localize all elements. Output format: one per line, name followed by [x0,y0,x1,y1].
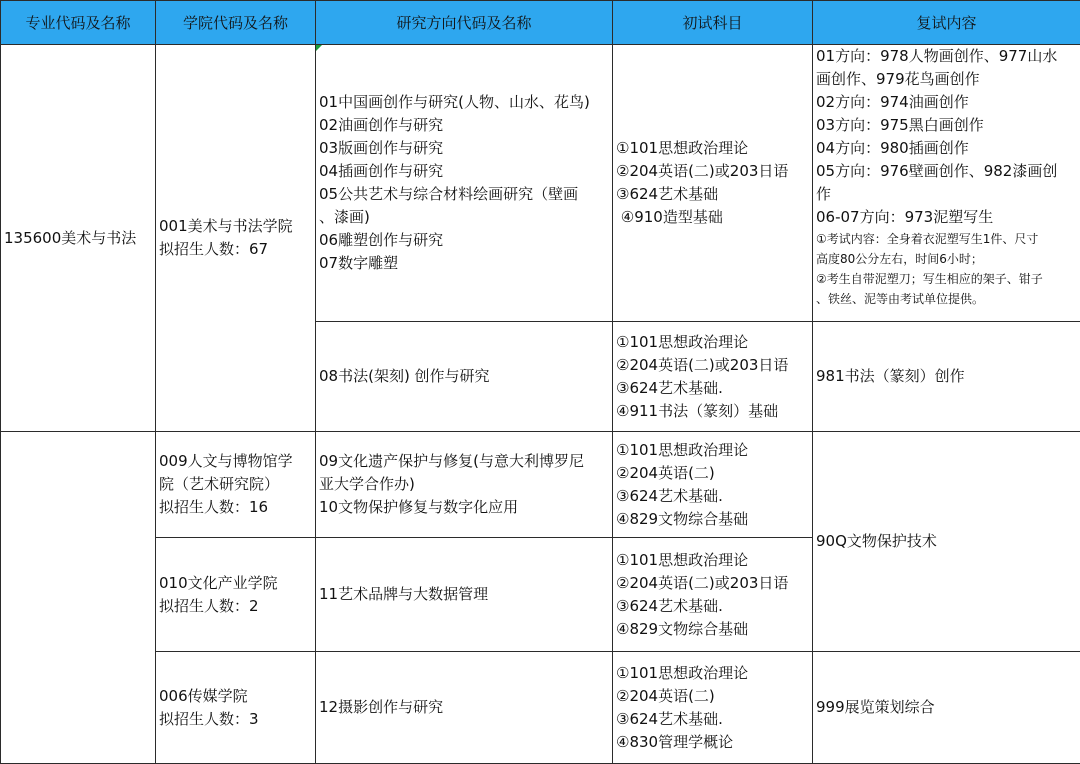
exam-item: ②204英语(二)或203日语 [616,354,809,377]
college-cell [156,45,316,432]
retest-item: 999展览策划综合 [816,696,1077,719]
direction-item: 05公共艺术与综合材料绘画研究（壁画 [319,183,609,206]
direction-item: 11艺术品牌与大数据管理 [319,583,609,606]
exam-item: ④830管理学概论 [616,731,809,754]
retest-item: 作 [816,183,1077,206]
college-name: 009人文与博物馆学 [159,450,312,473]
retest-item: 06-07方向：973泥塑写生 [816,206,1077,229]
major-name: 135600美术与书法 [4,227,152,250]
major-cell [1,45,156,432]
retest-note: ①考试内容：全身着衣泥塑写生1件、尺寸 [816,229,1077,249]
retest-item: 01方向：978人物画创作、977山水 [816,45,1077,68]
retest-note: 、铁丝、泥等由考试单位提供。 [816,289,1077,309]
header-direction: 研究方向代码及名称 [316,1,613,45]
college-cell [156,538,316,652]
header-retest: 复试内容 [813,1,1080,45]
direction-item: 03版画创作与研究 [319,137,609,160]
retest-item: 02方向：974油画创作 [816,91,1077,114]
direction-item: 06雕塑创作与研究 [319,229,609,252]
exam-item: ①101思想政治理论 [616,439,809,462]
exam-item: ②204英语(二) [616,462,809,485]
exam-item: ③624艺术基础. [616,595,809,618]
direction-cell [316,45,613,322]
exam-item: ③624艺术基础. [616,485,809,508]
direction-item: 亚大学合作办) [319,473,609,496]
retest-item: 04方向：980插画创作 [816,137,1077,160]
college-cell [156,652,316,764]
table-row [1,45,1080,322]
retest-note: 高度80公分左右，时间6小时； [816,249,1077,269]
retest-item: 981书法（篆刻）创作 [816,365,1077,388]
exam-item: ④911书法（篆刻）基础 [616,400,809,423]
direction-cell [316,322,613,432]
retest-item: 画创作、979花鸟画创作 [816,68,1077,91]
exam-item: ①101思想政治理论 [616,137,809,160]
table-row [1,432,1080,538]
exam-item: ②204英语(二)或203日语 [616,160,809,183]
exam-item: ②204英语(二) [616,685,809,708]
retest-cell [813,432,1080,652]
college-name: 006传媒学院 [159,685,312,708]
cell-marker-icon [316,45,322,51]
major-cell-empty [1,432,156,764]
header-row [1,1,1080,45]
direction-item: 02油画创作与研究 [319,114,609,137]
retest-cell [813,322,1080,432]
exam-cell [613,538,813,652]
college-quota: 拟招生人数：3 [159,708,312,731]
direction-cell [316,432,613,538]
exam-item: ②204英语(二)或203日语 [616,572,809,595]
exam-item: ④829文物综合基础 [616,618,809,641]
exam-item: ③624艺术基础. [616,708,809,731]
exam-cell [613,45,813,322]
direction-cell [316,652,613,764]
exam-item: ①101思想政治理论 [616,662,809,685]
direction-item: 04插画创作与研究 [319,160,609,183]
college-quota: 拟招生人数：67 [159,238,312,261]
exam-item: ①101思想政治理论 [616,549,809,572]
college-name: 010文化产业学院 [159,572,312,595]
header-college: 学院代码及名称 [156,1,316,45]
college-name-cont: 院（艺术研究院） [159,473,312,496]
retest-cell [813,45,1080,322]
retest-note: ②考生自带泥塑刀；写生相应的架子、钳子 [816,269,1077,289]
retest-item: 05方向：976壁画创作、982漆画创 [816,160,1077,183]
exam-cell [613,652,813,764]
college-quota: 拟招生人数：2 [159,595,312,618]
table-row [1,652,1080,764]
exam-item: ③624艺术基础 [616,183,809,206]
retest-cell [813,652,1080,764]
retest-item: 90Q文物保护技术 [816,530,1077,553]
exam-item: ④829文物综合基础 [616,508,809,531]
retest-item: 03方向：975黑白画创作 [816,114,1077,137]
exam-item: ①101思想政治理论 [616,331,809,354]
direction-item: 10文物保护修复与数字化应用 [319,496,609,519]
direction-item: 01中国画创作与研究(人物、山水、花鸟) [319,91,609,114]
exam-item: ③624艺术基础. [616,377,809,400]
header-exam: 初试科目 [613,1,813,45]
header-major: 专业代码及名称 [1,1,156,45]
direction-item: 、漆画) [319,206,609,229]
exam-item: ④910造型基础 [616,206,809,229]
college-name: 001美术与书法学院 [159,215,312,238]
college-quota: 拟招生人数：16 [159,496,312,519]
direction-item: 07数字雕塑 [319,252,609,275]
direction-cell [316,538,613,652]
direction-item: 12摄影创作与研究 [319,696,609,719]
exam-cell [613,432,813,538]
direction-item: 09文化遗产保护与修复(与意大利博罗尼 [319,450,609,473]
college-cell [156,432,316,538]
direction-item: 08书法(架刻) 创作与研究 [319,365,609,388]
exam-cell [613,322,813,432]
